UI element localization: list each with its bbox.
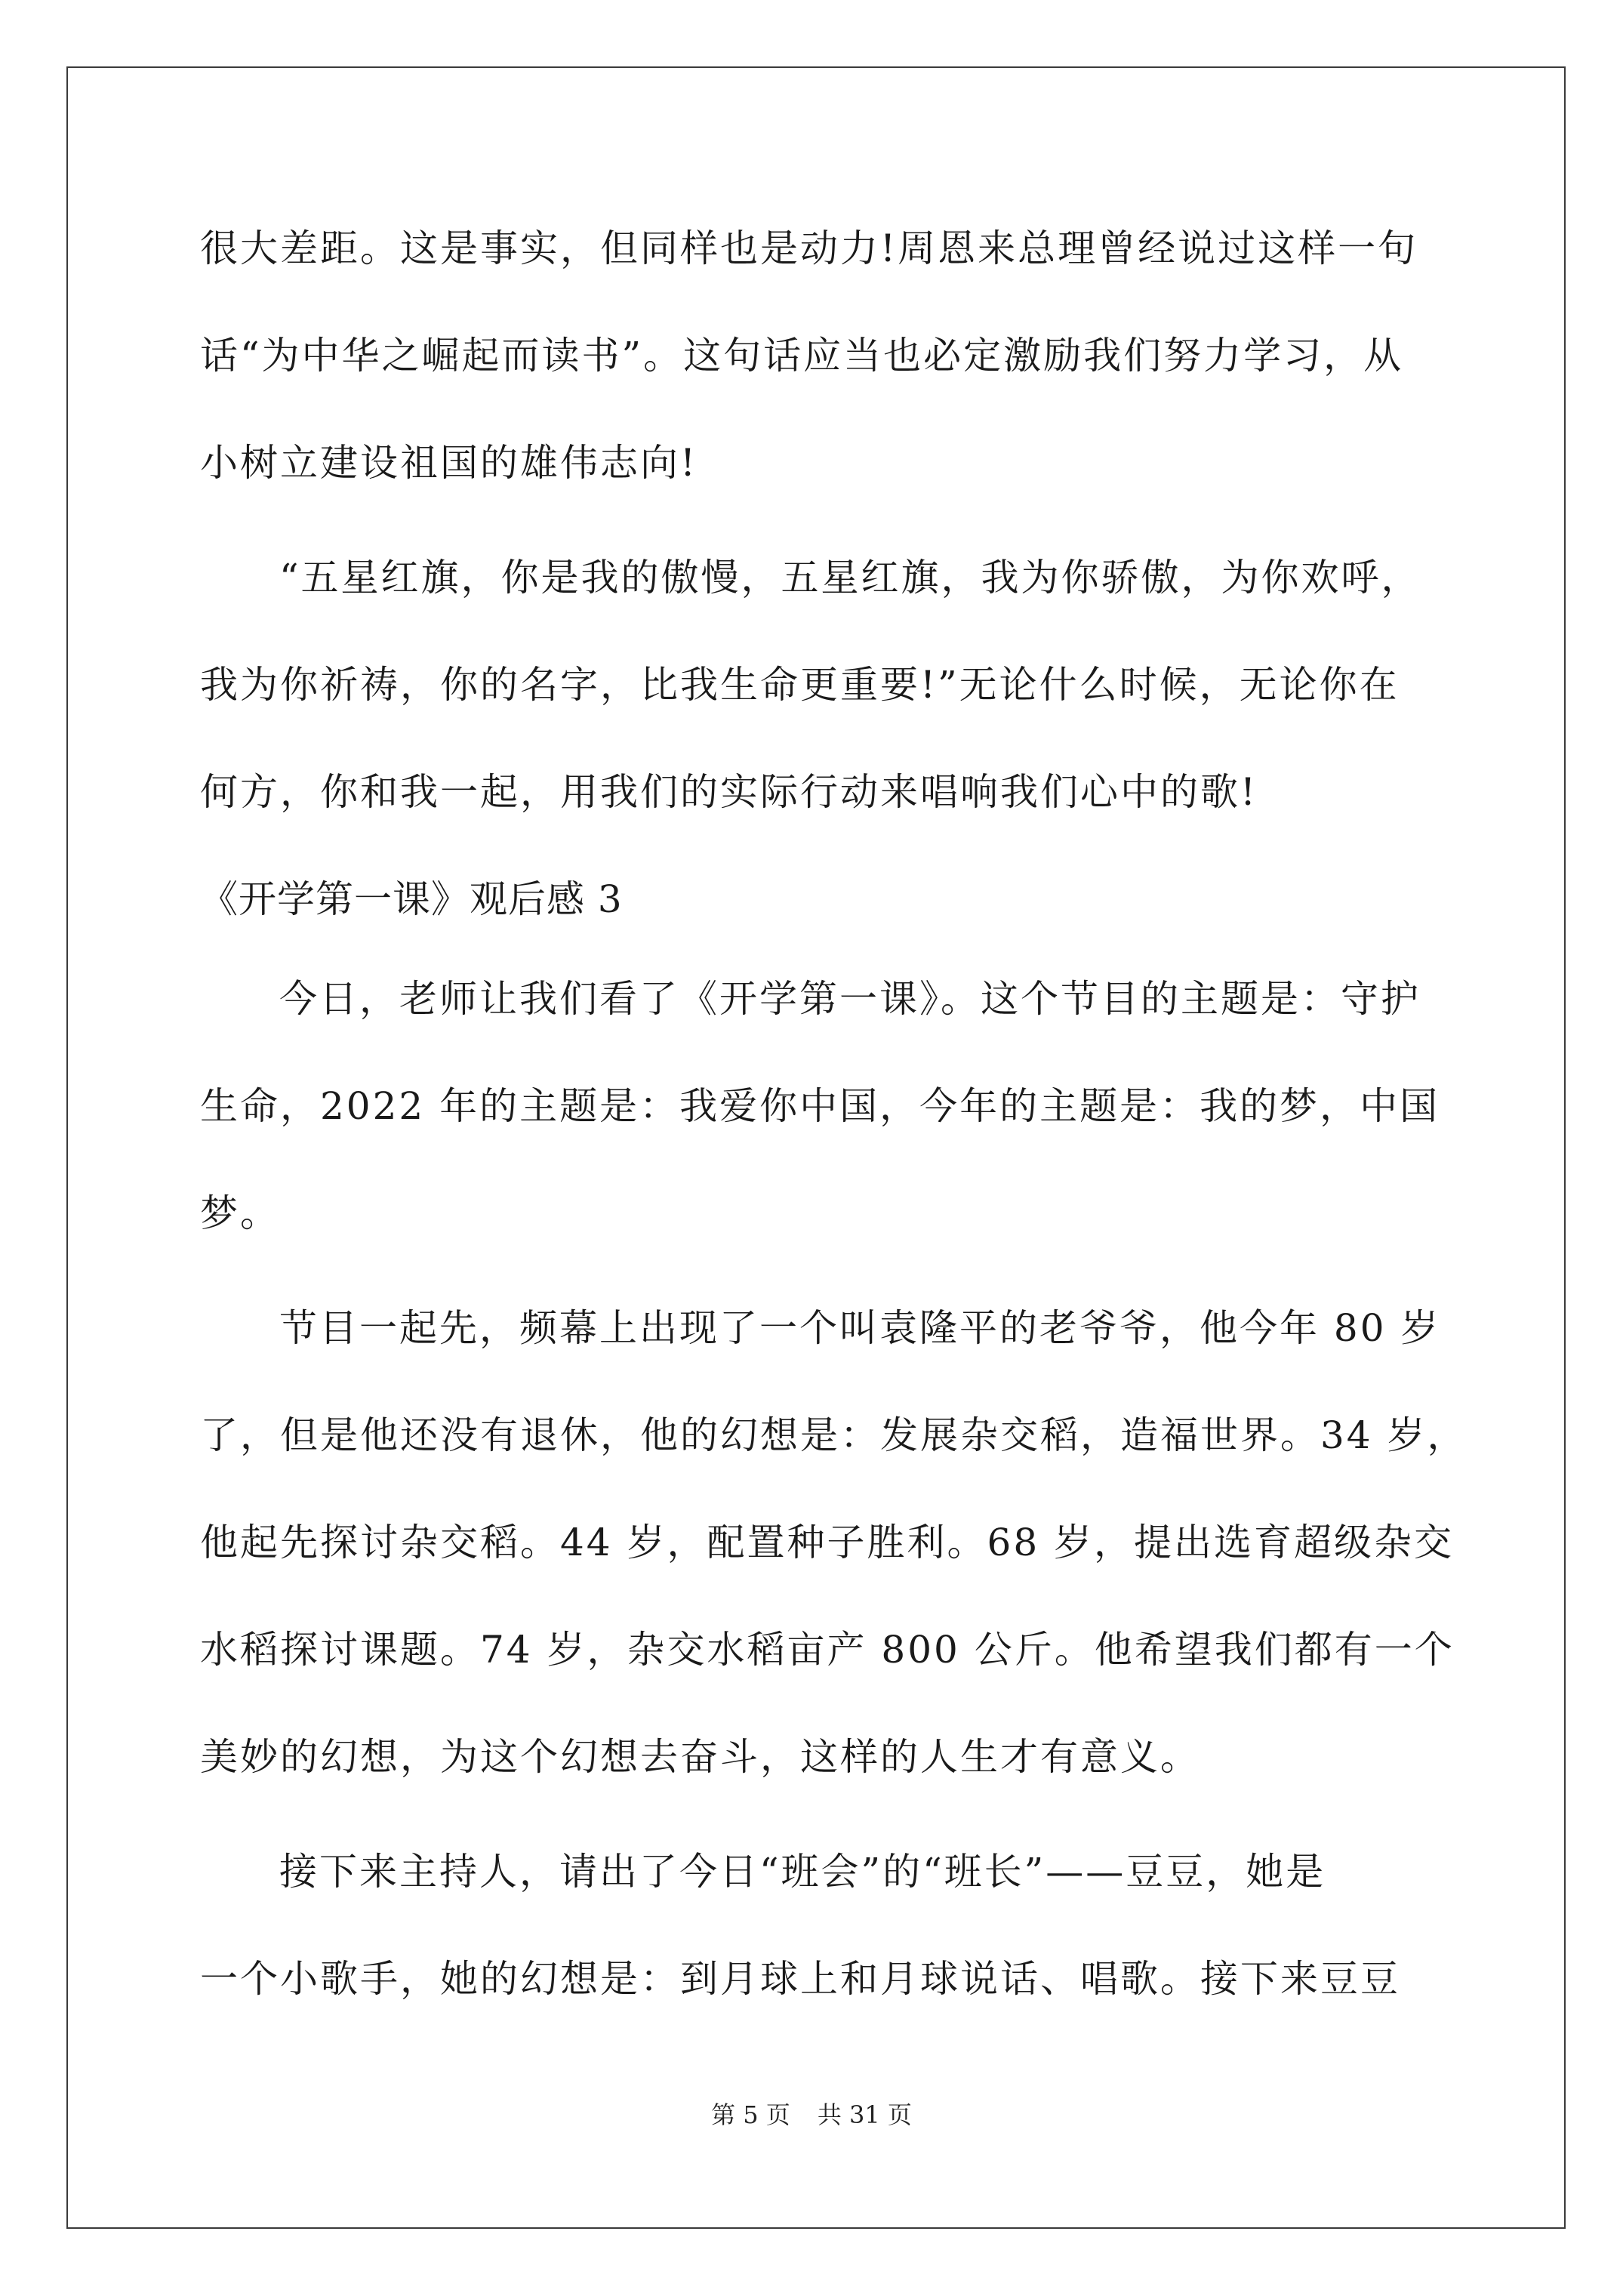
body-line: 一个小歌手，她的幻想是：到月球上和月球说话、唱歌。接下来豆豆 — [200, 1957, 1400, 2001]
page-border — [66, 66, 1566, 2229]
body-line: 水稻探讨课题。74 岁，杂交水稻亩产 800 公斤。他希望我们都有一个 — [200, 1628, 1455, 1672]
page-footer — [0, 2096, 1623, 2131]
body-line: 接下来主持人，请出了今日“班会”的“班长”——豆豆，她是 — [279, 1850, 1326, 1894]
body-line: “五星红旗，你是我的傲慢，五星红旗，我为你骄傲，为你欢呼， — [279, 556, 1421, 599]
body-line: 何方，你和我一起，用我们的实际行动来唱响我们心中的歌! — [200, 770, 1258, 814]
body-line: 今日，老师让我们看了《开学第一课》。这个节目的主题是：守护 — [279, 977, 1421, 1021]
body-line: 小树立建设祖国的雄伟志向! — [200, 441, 698, 485]
page-number: 第 5 页 — [711, 2100, 790, 2129]
section-heading: 《开学第一课》观后感 3 — [200, 877, 623, 921]
body-line: 很大差距。这是事实，但同样也是动力!周恩来总理曾经说过这样一句 — [200, 227, 1418, 270]
body-line: 了，但是他还没有退休，他的幻想是：发展杂交稻，造福世界。34 岁， — [200, 1413, 1467, 1457]
body-line: 节目一起先，频幕上出现了一个叫袁隆平的老爷爷，他今年 80 岁 — [279, 1306, 1441, 1350]
body-line: 我为你祈祷，你的名字，比我生命更重要!”无论什么时候，无论你在 — [200, 663, 1400, 707]
page-total: 共 31 页 — [817, 2100, 912, 2129]
body-line: 生命，2022 年的主题是：我爱你中国，今年的主题是：我的梦，中国 — [200, 1084, 1440, 1128]
body-line: 梦。 — [200, 1191, 280, 1235]
body-line: 美妙的幻想，为这个幻想去奋斗，这样的人生才有意义。 — [200, 1735, 1200, 1779]
body-line: 他起先探讨杂交稻。44 岁，配置种子胜利。68 岁，提出选育超级杂交 — [200, 1521, 1455, 1564]
body-line: 话“为中华之崛起而读书”。这句话应当也必定激励我们努力学习，从 — [200, 334, 1404, 378]
